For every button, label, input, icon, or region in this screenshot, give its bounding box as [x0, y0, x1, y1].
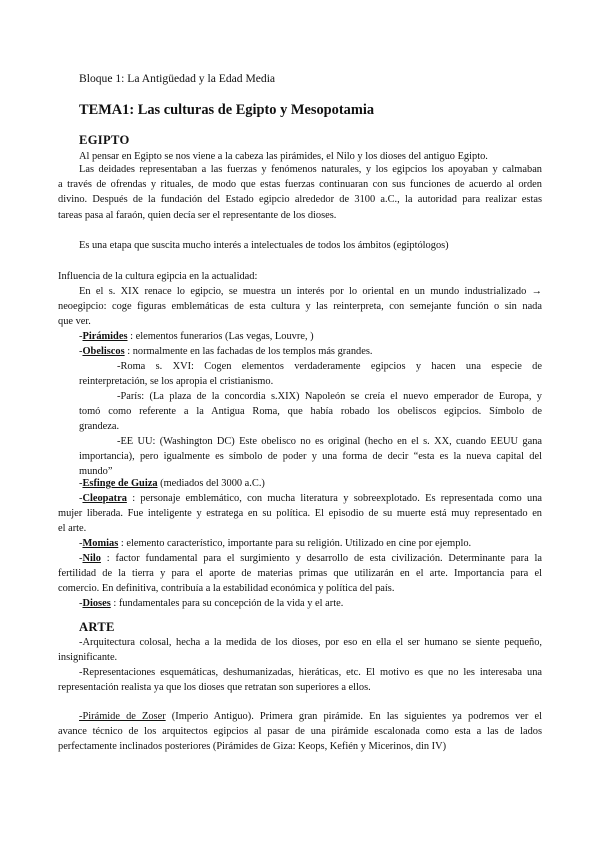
list-item-dioses: -Dioses : fundamentales para su concepción de la vida y el arte.: [79, 598, 344, 609]
intro-line-2: Las deidades representaban a las fuerzas y fenómenos naturales, y los egipcios los apoyaban y calmaban: [79, 164, 542, 175]
cleopatra-label: Cleopatra: [82, 493, 127, 504]
obeliscos-text: : normalmente en las fachadas de los templos más grandes.: [124, 346, 373, 357]
piramides-label: Pirámides: [82, 331, 128, 342]
zoser-text-1: (Imperio Antiguo). Primera gran pirámide. En las siguientes ya podremos ver el: [165, 711, 542, 722]
zoser-line-3: perfectamente inclinados posteriores (Pirámides de Giza: Keops, Kefién y Micerinos, din IV): [58, 741, 447, 752]
momias-text: : elemento característico, importante para su religión. Utilizado en cine por ejemplo.: [118, 538, 472, 549]
nilo-line-2: fertilidad de la tierra y para el aporte de materias primas que utilizarán en el arte. Importancia para el: [58, 568, 542, 579]
arte-line-1: -Arquitectura colosal, hecha a la medida de los dioses, por eso en ella el ser humano se siente pequeño,: [79, 637, 542, 648]
intro-line-5: tareas pasa al faraón, quien decía ser el representante de los dioses.: [58, 210, 337, 221]
cleopatra-line-3: el arte.: [58, 523, 87, 534]
list-item-momias: -Momias : elemento característico, importante para su religión. Utilizado en cine por ejemplo.: [79, 538, 472, 549]
dioses-label: Dioses: [82, 598, 111, 609]
nilo-label: Nilo: [82, 553, 101, 564]
paris-line-3: grandeza.: [79, 421, 120, 432]
cleopatra-text-1: : personaje emblemático, con mucha literatura y sobreexplotado. Es representada como una: [126, 493, 542, 504]
roma-line-2: reinterpretación, se los apropia el cristianismo.: [79, 376, 274, 387]
list-item-piramides: -Pirámides : elementos funerarios (Las vegas, Louvre, ): [79, 331, 314, 342]
esfinge-label: Esfinge de Guiza: [82, 478, 158, 489]
arte-line-2: insignificante.: [58, 652, 118, 663]
momias-label: Momias: [82, 538, 119, 549]
zoser-label: -Pirámide de Zoser: [79, 711, 166, 722]
arte-line-3: -Representaciones esquemáticas, deshumanizadas, hieráticas, etc. El motivo es que no les interesaba una: [79, 667, 542, 678]
list-item-cleopatra: -Cleopatra : personaje emblemático, con mucha literatura y sobreexplotado. Es representada como una: [79, 493, 542, 504]
cleopatra-line-2: mujer liberada. Fue inteligente y estratega en su política. El episodio de su muerte está muy representado en: [58, 508, 542, 519]
block-header: Bloque 1: La Antigüedad y la Edad Media: [79, 72, 276, 85]
eeuu-line-3: mundo”: [79, 466, 113, 477]
roma-line-1: -Roma s. XVI: Cogen elementos verdaderamente egipcios y hacen una especie de: [117, 361, 542, 372]
zoser-line-1: [79, 710, 542, 723]
intro-line-4: divino. Después de la fundación del Estado egipcio alrededor de 3100 a.C., la autoridad para realizar estas: [58, 194, 542, 205]
eeuu-line-1: -EE UU: (Washington DC) Este obelisco no es original (hecho en el s. XX, cuando EEUU gana: [117, 436, 542, 447]
eeuu-line-2: importancia), pero igualmente es símbolo de poder y una forma de decir “esta es la nueva capital del: [79, 451, 542, 462]
nilo-text-1: : factor fundamental para el surgimiento y desarrollo de esta civilización. Determinante para la: [100, 553, 542, 564]
esfinge-text: (mediados del 3000 a.C.): [157, 478, 265, 489]
section-heading-egipto: EGIPTO: [79, 133, 130, 147]
influence-line-3: que ver.: [58, 316, 91, 327]
zoser-line-2: avance técnico de los arquitectos egipcios al pasar de una pirámide escalonada como esta a las de lados: [58, 726, 542, 737]
page-title: TEMA1: Las culturas de Egipto y Mesopotamia: [79, 102, 375, 118]
arte-line-4: representación realista ya que los dioses que retratan son superiores a ellos.: [58, 682, 371, 693]
dioses-text: : fundamentales para su concepción de la vida y el arte.: [110, 598, 344, 609]
obeliscos-label: Obeliscos: [82, 346, 125, 357]
paris-line-1: -París: (La plaza de la concordia s.XIX) Napoleón se creía el nuevo emperador de Europa, y: [117, 391, 542, 402]
influence-line-2: neoegipcio: coge figuras emblemáticas de esta cultura y las reinterpreta, con semejante función o sin nada: [58, 301, 542, 312]
piramides-text: : elementos funerarios (Las vegas, Louvre, ): [127, 331, 314, 342]
list-item-obeliscos: -Obeliscos : normalmente en las fachadas de los templos más grandes.: [79, 346, 373, 357]
interest-paragraph: Es una etapa que suscita mucho interés a intelectuales de todos los ámbitos (egiptólogos): [79, 240, 449, 251]
intro-line-3: a través de ofrendas y rituales, de modo que estas fuerzas continuaran con sus funciones de acuerdo al orden: [58, 179, 542, 190]
list-item-nilo: -Nilo : factor fundamental para el surgimiento y desarrollo de esta civilización. Determinante para la: [79, 553, 542, 564]
influence-title: Influencia de la cultura egipcia en la actualidad:: [58, 271, 258, 282]
intro-line-1: Al pensar en Egipto se nos viene a la cabeza las pirámides, el Nilo y los dioses del antiguo Egipto.: [79, 151, 488, 162]
list-item-esfinge: -Esfinge de Guiza (mediados del 3000 a.C.): [79, 478, 265, 489]
nilo-line-3: comercio. En definitiva, contribuía a la estabilidad económica y política del país.: [58, 583, 395, 594]
section-heading-arte: ARTE: [79, 620, 115, 634]
paris-line-2: tomó como referente a la Antigua Roma, que había robado los obeliscos egipcios. Símbolo de: [79, 406, 542, 417]
influence-line-1: En el s. XIX renace lo egipcio, se muestra un interés por lo oriental en un mundo industrializado →: [79, 286, 542, 297]
